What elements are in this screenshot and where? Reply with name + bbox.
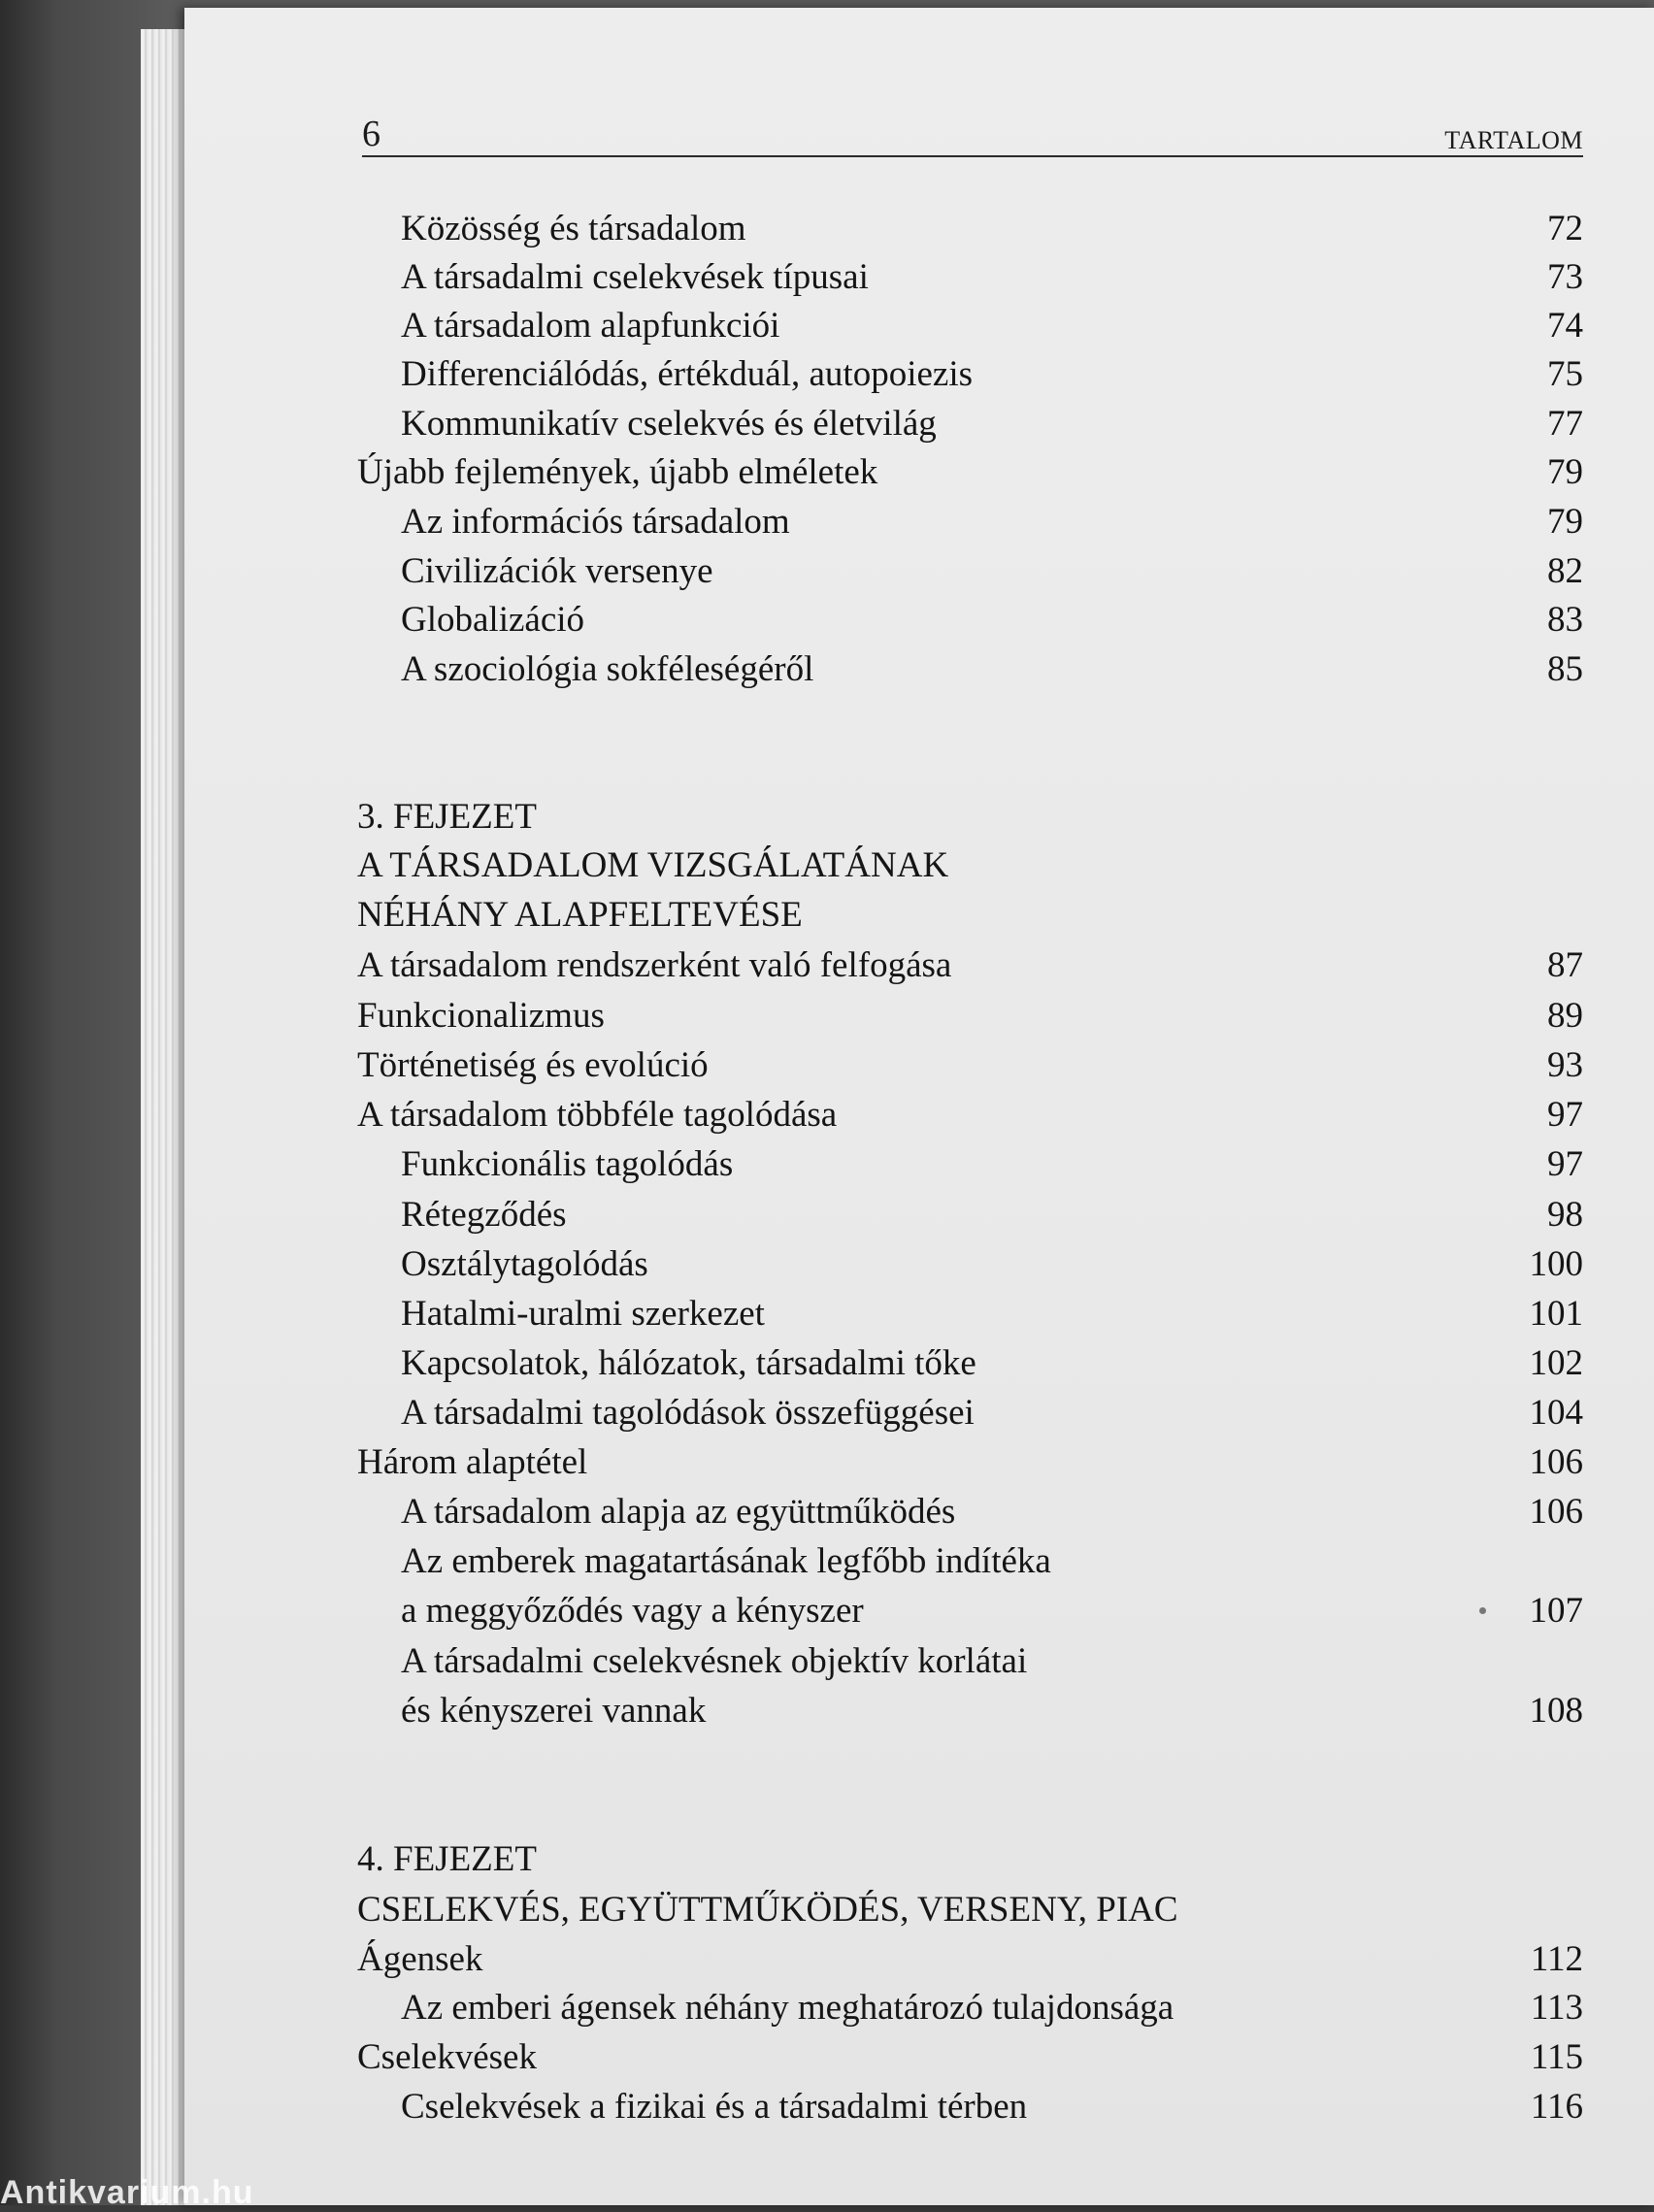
table-of-contents bbox=[357, 0, 1583, 2205]
chapter-title bbox=[357, 891, 1583, 940]
toc-entry bbox=[357, 1240, 1583, 1289]
chapter-title-text: A TÁRSADALOM VIZSGÁLATÁNAK bbox=[357, 845, 949, 885]
toc-entry-page: 75 bbox=[1547, 354, 1583, 394]
toc-section-title: Három alaptétel bbox=[357, 1442, 588, 1482]
toc-entry bbox=[357, 1587, 1583, 1635]
watermark: Antikvarium.hu bbox=[0, 2174, 254, 2211]
toc-section-title: Ágensek bbox=[357, 1939, 483, 1979]
toc-entry-title: Differenciálódás, értékduál, autopoiezis bbox=[401, 354, 974, 394]
toc-entry bbox=[357, 400, 1583, 448]
toc-entry-title: Kapcsolatok, hálózatok, társadalmi tőke bbox=[401, 1343, 976, 1383]
toc-entry-title: Globalizáció bbox=[401, 600, 585, 640]
toc-entry bbox=[357, 253, 1583, 302]
toc-section bbox=[357, 448, 1583, 497]
toc-entry-title: Az információs társadalom bbox=[401, 502, 790, 542]
toc-entry-title: Cselekvések a fizikai és a társadalmi térben bbox=[401, 2087, 1028, 2127]
toc-entry bbox=[357, 205, 1583, 253]
toc-entry-title: A társadalmi cselekvések típusai bbox=[401, 257, 869, 297]
toc-entry-title: és kényszerei vannak bbox=[401, 1691, 707, 1731]
toc-section bbox=[357, 1438, 1583, 1487]
toc-section bbox=[357, 1091, 1583, 1139]
toc-entry-title: A társadalom alapja az együttműködés bbox=[401, 1492, 956, 1532]
toc-entry-page: 101 bbox=[1529, 1294, 1583, 1334]
chapter-title-text: CSELEKVÉS, EGYÜTTMŰKÖDÉS, VERSENY, PIAC bbox=[357, 1890, 1178, 1930]
chapter-title bbox=[357, 1886, 1583, 1934]
toc-entry bbox=[357, 596, 1583, 644]
chapter-label-text: 4. FEJEZET bbox=[357, 1839, 537, 1879]
chapter-label-text: 3. FEJEZET bbox=[357, 797, 537, 837]
toc-entry-page: 115 bbox=[1530, 2037, 1583, 2077]
toc-entry-page: 73 bbox=[1547, 257, 1583, 297]
toc-entry bbox=[357, 350, 1583, 399]
toc-entry bbox=[357, 547, 1583, 596]
toc-entry-title: A társadalmi tagolódások összefüggései bbox=[401, 1393, 975, 1433]
toc-entry bbox=[357, 1339, 1583, 1388]
toc-entry-page: 106 bbox=[1529, 1442, 1583, 1482]
toc-entry-page: 82 bbox=[1547, 551, 1583, 591]
toc-section bbox=[357, 941, 1583, 990]
toc-entry bbox=[357, 1687, 1583, 1735]
toc-entry-page: 74 bbox=[1547, 306, 1583, 346]
toc-entry-title: Az emberek magatartásának legfőbb indítéka bbox=[401, 1541, 1051, 1581]
toc-section-title: Funkcionalizmus bbox=[357, 996, 605, 1036]
toc-entry-title: Rétegződés bbox=[401, 1195, 567, 1235]
toc-entry bbox=[357, 302, 1583, 350]
toc-entry-page: 107 bbox=[1529, 1591, 1583, 1631]
toc-entry bbox=[357, 1290, 1583, 1338]
toc-entry-page: 97 bbox=[1547, 1144, 1583, 1184]
toc-section-title: Történetiség és evolúció bbox=[357, 1045, 709, 1085]
toc-entry bbox=[357, 1191, 1583, 1239]
toc-section-title: A társadalom rendszerként való felfogása bbox=[357, 945, 952, 985]
toc-section bbox=[357, 2033, 1583, 2082]
toc-entry bbox=[357, 1637, 1583, 1686]
toc-section-title: Cselekvések bbox=[357, 2037, 537, 2077]
toc-section bbox=[357, 1041, 1583, 1090]
toc-entry-page: 83 bbox=[1547, 600, 1583, 640]
toc-entry-page: 79 bbox=[1547, 502, 1583, 542]
toc-entry-title: A szociológia sokféleségéről bbox=[401, 649, 814, 689]
toc-entry-title: A társadalom alapfunkciói bbox=[401, 306, 780, 346]
chapter-label bbox=[357, 793, 1583, 842]
toc-entry-page: 116 bbox=[1530, 2087, 1583, 2127]
toc-entry-page: 102 bbox=[1529, 1343, 1583, 1383]
toc-entry bbox=[357, 645, 1583, 694]
toc-entry-title: Hatalmi-uralmi szerkezet bbox=[401, 1294, 765, 1334]
toc-section bbox=[357, 1935, 1583, 1984]
toc-entry-page: 87 bbox=[1547, 945, 1583, 985]
toc-section bbox=[357, 992, 1583, 1040]
chapter-title bbox=[357, 842, 1583, 890]
toc-entry-title: Osztálytagolódás bbox=[401, 1244, 648, 1284]
toc-entry-title: a meggyőződés vagy a kényszer bbox=[401, 1591, 864, 1631]
toc-entry-page: 112 bbox=[1530, 1939, 1583, 1979]
toc-entry-page: 108 bbox=[1529, 1691, 1583, 1731]
toc-entry-page: 106 bbox=[1529, 1492, 1583, 1532]
running-head: TARTALOM bbox=[1444, 126, 1583, 154]
toc-section-title: A társadalom többféle tagolódása bbox=[357, 1095, 838, 1135]
toc-entry bbox=[357, 1537, 1583, 1586]
toc-entry bbox=[357, 1389, 1583, 1437]
toc-entry bbox=[357, 2083, 1583, 2131]
toc-entry-page: 85 bbox=[1547, 649, 1583, 689]
toc-section-title: Újabb fejlemények, újabb elméletek bbox=[357, 452, 878, 492]
toc-entry-title: Civilizációk versenye bbox=[401, 551, 713, 591]
toc-entry-page: 104 bbox=[1529, 1393, 1583, 1433]
page-number: 6 bbox=[362, 114, 380, 154]
toc-entry-page: 89 bbox=[1547, 996, 1583, 1036]
toc-entry bbox=[357, 1984, 1583, 2032]
toc-entry-page: 97 bbox=[1547, 1095, 1583, 1135]
toc-entry-title: A társadalmi cselekvésnek objektív korlátai bbox=[401, 1641, 1028, 1681]
toc-entry-title: Az emberi ágensek néhány meghatározó tulajdonsága bbox=[401, 1988, 1174, 2028]
toc-entry-page: 93 bbox=[1547, 1045, 1583, 1085]
toc-entry bbox=[357, 1140, 1583, 1189]
toc-entry-title: Funkcionális tagolódás bbox=[401, 1144, 734, 1184]
ink-speck bbox=[1479, 1607, 1486, 1614]
toc-entry-page: 79 bbox=[1547, 452, 1583, 492]
toc-entry-page: 98 bbox=[1547, 1195, 1583, 1235]
toc-entry-title: Kommunikatív cselekvés és életvilág bbox=[401, 404, 937, 444]
toc-entry-page: 100 bbox=[1529, 1244, 1583, 1284]
toc-entry-title: Közösség és társadalom bbox=[401, 209, 746, 248]
toc-entry bbox=[357, 1488, 1583, 1536]
toc-entry bbox=[357, 498, 1583, 546]
toc-entry-page: 72 bbox=[1547, 209, 1583, 248]
chapter-title-text: NÉHÁNY ALAPFELTEVÉSE bbox=[357, 895, 803, 935]
toc-entry-page: 77 bbox=[1547, 404, 1583, 444]
chapter-label bbox=[357, 1835, 1583, 1884]
toc-entry-page: 113 bbox=[1530, 1988, 1583, 2028]
